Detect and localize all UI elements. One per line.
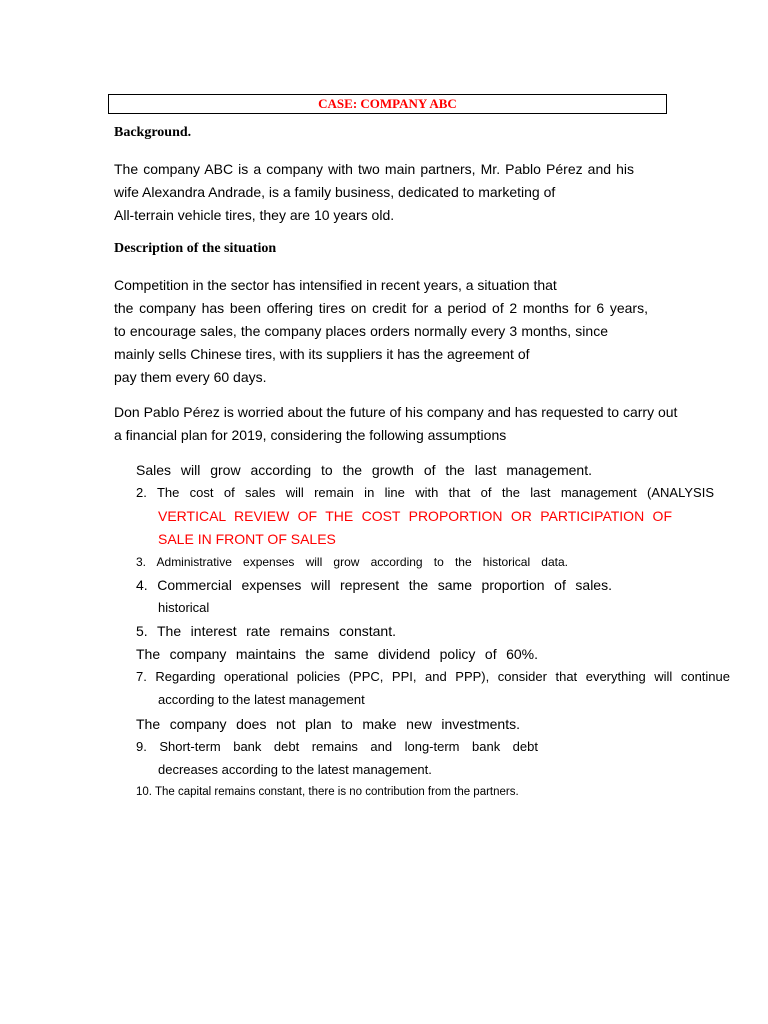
assumption-2: 2. The cost of sales will remain in line with that of the last management (ANALYSIS [136, 485, 714, 500]
assumption-10: 10. The capital remains constant, there is no contribution from the partners. [136, 786, 519, 798]
situation-line-1: Competition in the sector has intensified in recent years, a situation that [114, 277, 557, 293]
assumption-3: 3. Administrative expenses will grow according to the historical data. [136, 555, 568, 569]
case-title: CASE: COMPANY ABC [108, 94, 667, 114]
background-line-2: wife Alexandra Andrade, is a family business, dedicated to marketing of [114, 184, 556, 200]
assumption-9-continued: decreases according to the latest management. [158, 762, 432, 777]
background-line-1: The company ABC is a company with two main partners, Mr. Pablo Pérez and his [114, 161, 634, 177]
assumption-2-highlight-1: VERTICAL REVIEW OF THE COST PROPORTION OR PARTICIPATION OF [158, 508, 672, 524]
situation-line-4: mainly sells Chinese tires, with its suppliers it has the agreement of [114, 346, 530, 362]
situation-heading: Description of the situation [114, 241, 277, 256]
situation-para2-line-1: Don Pablo Pérez is worried about the future of his company and has requested to carry out [114, 404, 678, 420]
assumption-4-continued: historical [158, 600, 210, 615]
assumption-1: Sales will grow according to the growth of the last management. [136, 462, 592, 478]
background-line-3: All-terrain vehicle tires, they are 10 years old. [114, 207, 395, 223]
background-heading: Background. [114, 125, 192, 140]
situation-line-2: the company has been offering tires on credit for a period of 2 months for 6 years, [114, 300, 648, 316]
assumption-8: The company does not plan to make new investments. [136, 716, 520, 732]
assumption-2-highlight-2: SALE IN FRONT OF SALES [158, 531, 336, 547]
assumption-6: The company maintains the same dividend policy of 60%. [136, 646, 538, 662]
situation-line-3: to encourage sales, the company places orders normally every 3 months, since [114, 323, 608, 339]
assumption-7: 7. Regarding operational policies (PPC, PPI, and PPP), consider that everything will continue [136, 669, 730, 684]
assumption-7-continued: according to the latest management [158, 692, 365, 707]
assumption-9: 9. Short-term bank debt remains and long-term bank debt [136, 739, 538, 754]
assumption-4: 4. Commercial expenses will represent the same proportion of sales. [136, 577, 612, 593]
situation-para2-line-2: a financial plan for 2019, considering the following assumptions [114, 427, 507, 443]
situation-line-5: pay them every 60 days. [114, 369, 267, 385]
assumption-5: 5. The interest rate remains constant. [136, 623, 396, 639]
